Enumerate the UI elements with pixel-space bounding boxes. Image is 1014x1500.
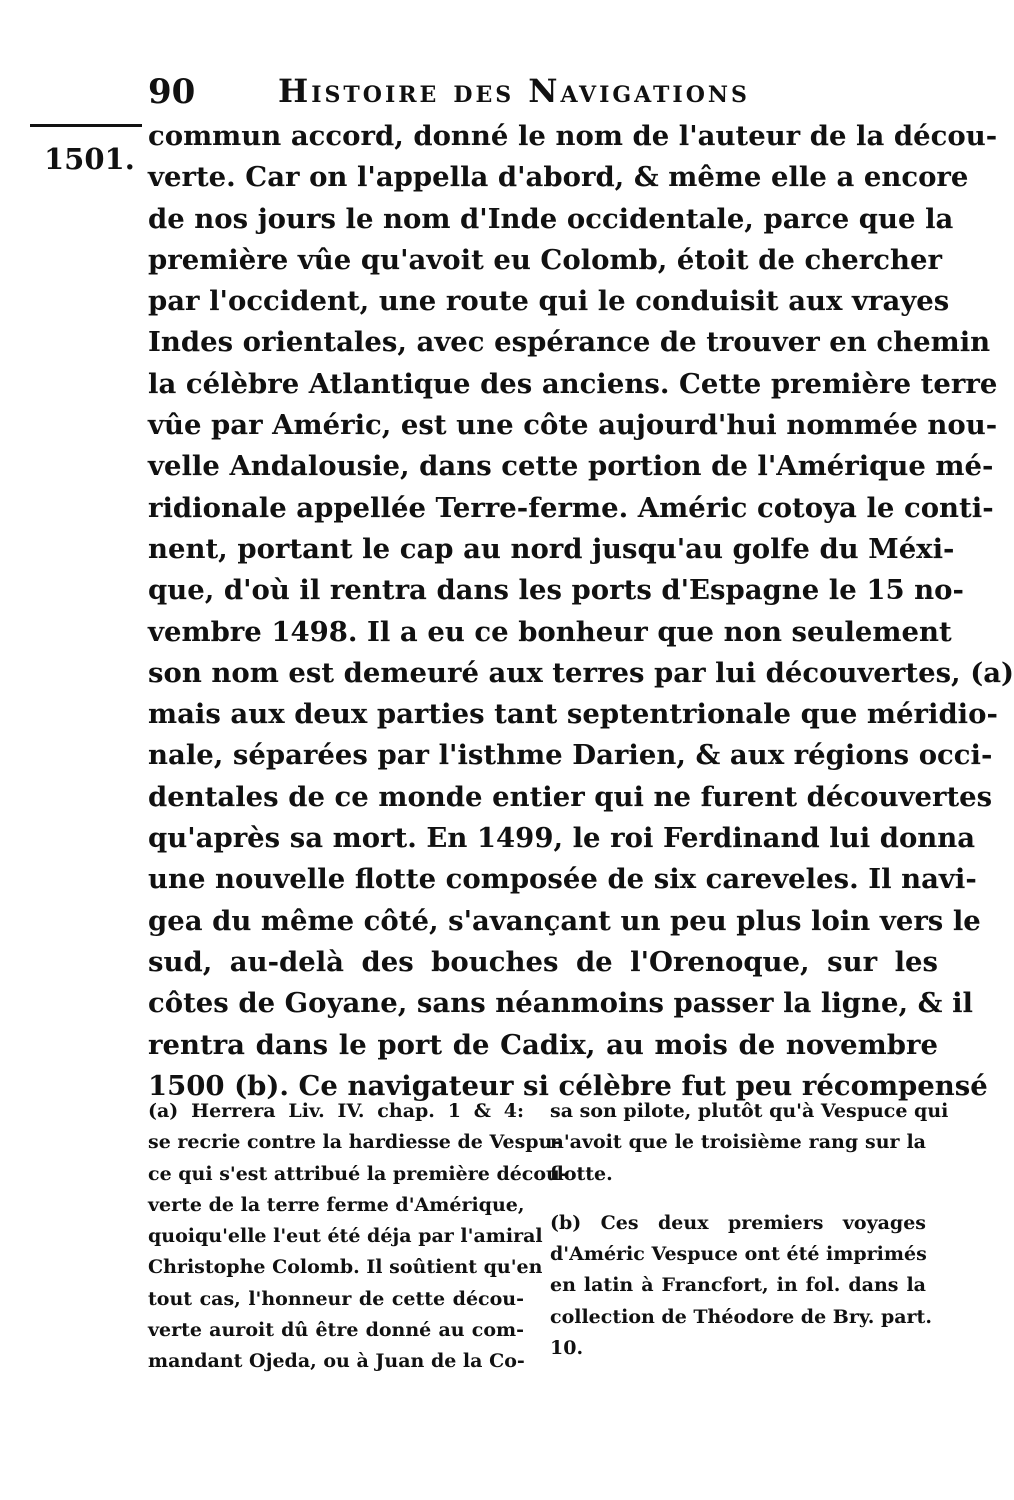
text-line: qu'après sa mort. En 1499, le roi Ferdinand lui donna bbox=[148, 822, 976, 855]
footnote-line: se recrie contre la hardiesse de Vespu- bbox=[148, 1131, 561, 1154]
text-line: sud, au-delà des bouches de l'Orenoque, sur les bbox=[148, 945, 938, 978]
footnote-column-right bbox=[550, 1096, 949, 1364]
footnote-line: tout cas, l'honneur de cette décou- bbox=[148, 1287, 524, 1310]
text-line: une nouvelle flotte composée de six careveles. Il navi- bbox=[148, 863, 977, 896]
text-line: gea du même côté, s'avançant un peu plus loin vers le bbox=[148, 904, 981, 937]
footnote-line: (a) Herrera Liv. IV. chap. 1 & 4: bbox=[148, 1100, 524, 1122]
text-line: Indes orientales, avec espérance de trouver en chemin bbox=[148, 326, 991, 359]
text-line: vûe par Améric, est une côte aujourd'hui nommée nou- bbox=[148, 409, 998, 442]
text-line: commun accord, donné le nom de l'auteur de la décou- bbox=[148, 120, 998, 152]
text-line: nent, portant le cap au nord jusqu'au golfe du Méxi- bbox=[148, 532, 955, 565]
body-text bbox=[148, 116, 1014, 1107]
text-line: nale, séparées par l'isthme Darien, & aux régions occi- bbox=[148, 739, 993, 772]
footnote-spacer bbox=[550, 1190, 926, 1208]
text-line: côtes de Goyane, sans néanmoins passer la ligne, & il bbox=[148, 987, 973, 1020]
footnote-line: verte auroit dû être donné au com- bbox=[148, 1319, 524, 1342]
page-number: 90 bbox=[148, 72, 196, 112]
text-line: ridionale appellée Terre-ferme. Améric cotoya le conti- bbox=[148, 491, 994, 524]
footnote-line: 10. bbox=[550, 1337, 584, 1360]
footnote-line: (b) Ces deux premiers voyages bbox=[550, 1211, 926, 1234]
text-line: par l'occident, une route qui le conduisit aux vrayes bbox=[148, 285, 950, 318]
text-line: mais aux deux parties tant septentrionale que méridio- bbox=[148, 698, 998, 731]
text-line: la célèbre Atlantique des anciens. Cette première terre bbox=[148, 367, 998, 400]
page-header bbox=[148, 68, 838, 116]
text-line: son nom est demeuré aux terres par lui découvertes, (a) bbox=[148, 656, 1014, 689]
margin-rule bbox=[30, 124, 142, 127]
footnote-line: flotte. bbox=[550, 1162, 613, 1185]
footnote-line: n'avoit que le troisième rang sur la bbox=[550, 1131, 926, 1154]
margin-year: 1501. bbox=[44, 142, 135, 176]
footnote-line: quoiqu'elle l'eut été déja par l'amiral bbox=[148, 1225, 543, 1248]
text-line: dentales de ce monde entier qui ne furent découvertes bbox=[148, 780, 993, 813]
text-line: que, d'où il rentra dans les ports d'Espagne le 15 no- bbox=[148, 574, 964, 607]
footnote-line: mandant Ojeda, ou à Juan de la Co- bbox=[148, 1350, 525, 1373]
footnote-line: d'Améric Vespuce ont été imprimés bbox=[550, 1243, 927, 1266]
text-line: vembre 1498. Il a eu ce bonheur que non seulement bbox=[148, 615, 952, 648]
footnote-line: collection de Théodore de Bry. part. bbox=[550, 1305, 932, 1328]
footnote-line: sa son pilote, plutôt qu'à Vespuce qui bbox=[550, 1100, 949, 1122]
text-line: de nos jours le nom d'Inde occidentale, parce que la bbox=[148, 202, 954, 235]
text-line: verte. Car on l'appella d'abord, & même elle a encore bbox=[148, 161, 969, 194]
text-line: 1500 (b). Ce navigateur si célèbre fut peu récompensé bbox=[148, 1069, 988, 1102]
text-line: rentra dans le port de Cadix, au mois de novembre bbox=[148, 1028, 938, 1061]
footnote-line: en latin à Francfort, in fol. dans la bbox=[550, 1274, 926, 1297]
text-line: velle Andalousie, dans cette portion de l'Amérique mé- bbox=[148, 450, 994, 483]
text-line: première vûe qu'avoit eu Colomb, étoit de chercher bbox=[148, 243, 942, 276]
footnote-line: ce qui s'est attribué la première décou- bbox=[148, 1162, 568, 1185]
footnote-line: Christophe Colomb. Il soûtient qu'en bbox=[148, 1256, 543, 1279]
footnote-line: verte de la terre ferme d'Amérique, bbox=[148, 1193, 525, 1216]
running-title: Histoire des Navigations bbox=[278, 72, 750, 110]
